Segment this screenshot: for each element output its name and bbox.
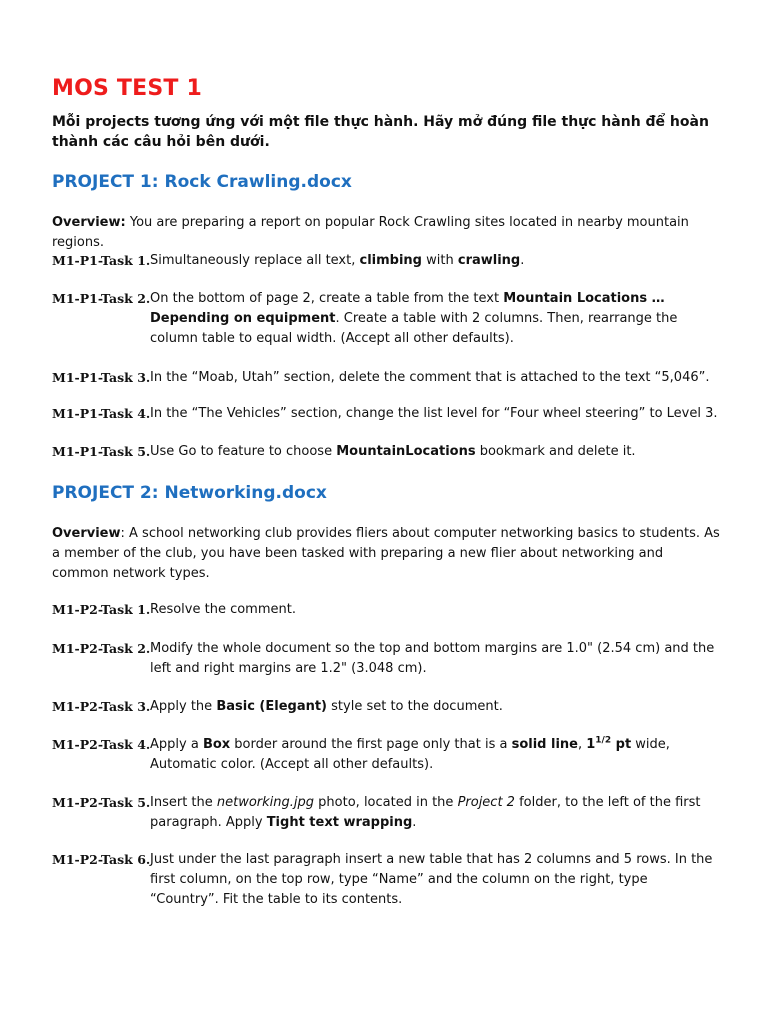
task-id: M1-P1-Task 4.	[52, 406, 151, 421]
overview-label: Overview:	[52, 215, 126, 230]
task-text: In the “Moab, Utah” section, delete the comment that is attached to the text “5,046”.	[150, 370, 710, 385]
task-m1-p1-4	[52, 404, 718, 424]
task-m1-p2-3	[52, 697, 718, 717]
overview-text: You are preparing a report on popular Rock Crawling sites located in nearby mountain regions.	[52, 215, 689, 250]
task-m1-p1-2	[52, 289, 718, 349]
task-id: M1-P2-Task 4.	[52, 737, 151, 752]
task-text: Modify the whole document so the top and bottom margins are 1.0" (2.54 cm) and the left and right margins are 1.2" (3.048 cm).	[150, 641, 715, 676]
task-text: Insert the networking.jpg photo, located in the Project 2 folder, to the left of the first paragraph. Apply Tight text wrapping.	[150, 795, 701, 830]
task-m1-p2-6	[52, 850, 718, 910]
task-id: M1-P2-Task 5.	[52, 795, 151, 810]
task-m1-p1-3	[52, 368, 718, 388]
task-m1-p2-5	[52, 793, 718, 833]
task-text: Apply the Basic (Elegant) style set to the document.	[150, 699, 503, 714]
task-text: Use Go to feature to choose MountainLocations bookmark and delete it.	[150, 444, 636, 459]
task-m1-p2-1	[52, 600, 718, 620]
task-id: M1-P1-Task 2.	[52, 291, 151, 306]
task-id: M1-P2-Task 2.	[52, 641, 151, 656]
task-id: M1-P1-Task 3.	[52, 370, 151, 385]
task-text: On the bottom of page 2, create a table from the text Mountain Locations … Depending on equipment. Create a table with 2 columns. Then, rearrange the column table to equal width. (Accept all other defaults).	[150, 291, 678, 346]
document-title: MOS TEST 1	[52, 76, 202, 101]
task-text: Apply a Box border around the first page only that is a solid line, $1^{1/2}$ pt wide, Automatic color. (Accept all other defaults).	[150, 735, 670, 772]
intro-text: Mỗi projects tương ứng với một file thực hành. Hãy mở đúng file thực hành để hoàn thành các câu hỏi bên dưới.	[52, 114, 709, 150]
task-text: In the “The Vehicles” section, change the list level for “Four wheel steering” to Level 3.	[150, 406, 718, 421]
project-1-heading: PROJECT 1: Rock Crawling.docx	[52, 172, 352, 192]
project-2-overview	[52, 524, 722, 584]
task-id: M1-P2-Task 6.	[52, 852, 151, 867]
overview-text: : A school networking club provides fliers about computer networking basics to students. As a member of the club, you have been tasked with preparing a new flier about networking and common network types.	[52, 526, 720, 581]
task-id: M1-P2-Task 1.	[52, 602, 151, 617]
fraction-superscript: 1/2	[595, 735, 612, 746]
overview-label: Overview	[52, 526, 121, 541]
task-m1-p1-5	[52, 442, 718, 462]
task-id: M1-P1-Task 5.	[52, 444, 151, 459]
project-1-overview	[52, 213, 722, 253]
task-m1-p2-4	[52, 735, 718, 775]
task-text: Simultaneously replace all text, climbing with crawling.	[150, 253, 525, 268]
task-text: Just under the last paragraph insert a new table that has 2 columns and 5 rows. In the first column, on the top row, type “Name” and the column on the right, type “Country”. Fit the table to its contents.	[150, 852, 713, 907]
project-2-heading: PROJECT 2: Networking.docx	[52, 483, 327, 503]
task-m1-p2-2	[52, 639, 718, 679]
task-id: M1-P1-Task 1.	[52, 253, 151, 268]
task-m1-p1-1	[52, 251, 718, 271]
task-text: Resolve the comment.	[150, 602, 296, 617]
task-id: M1-P2-Task 3.	[52, 699, 151, 714]
